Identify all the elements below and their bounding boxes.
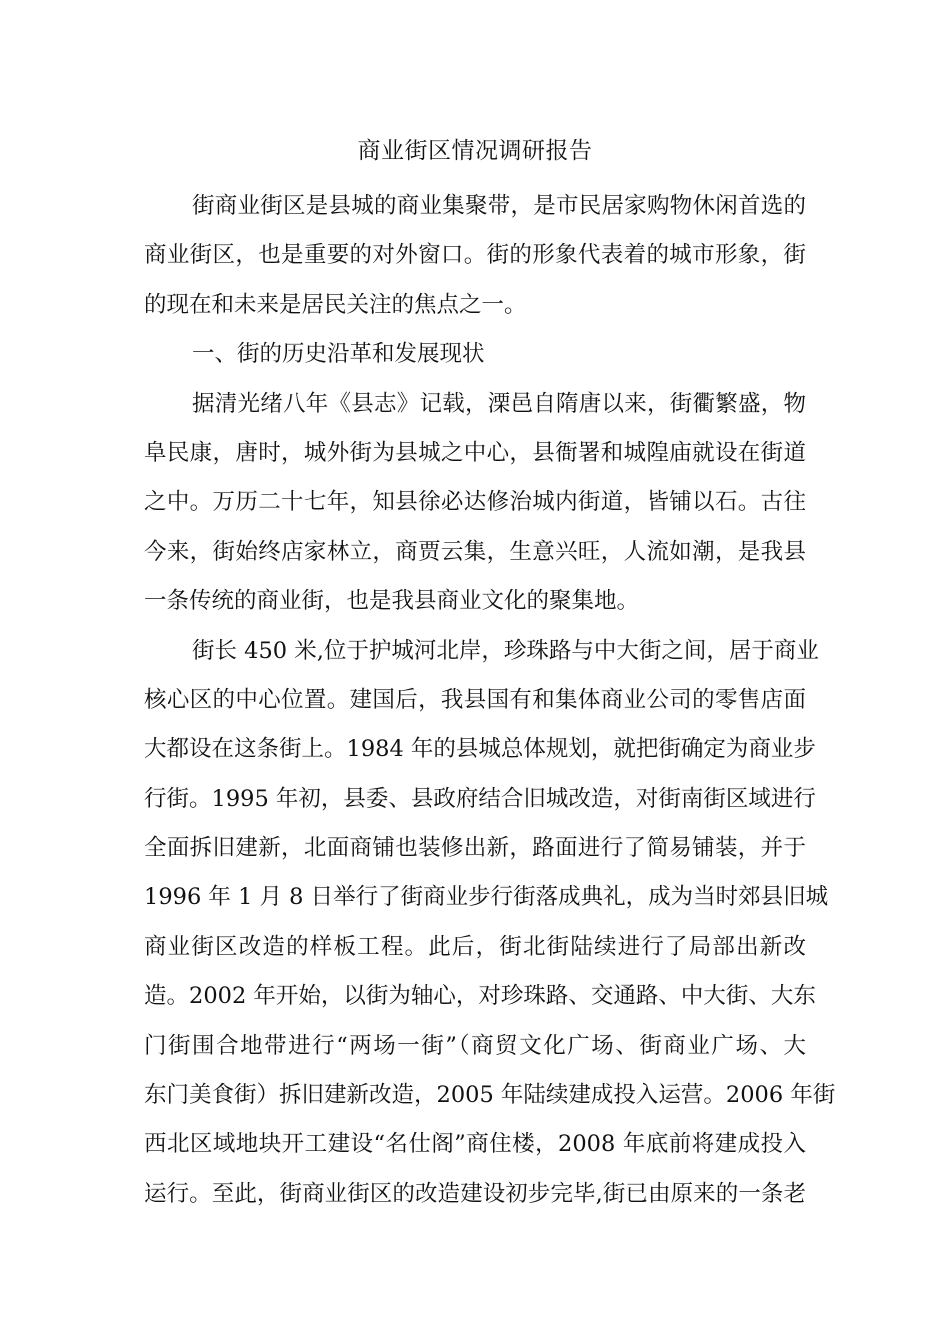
document-title: 商业街区情况调研报告 [357, 138, 593, 164]
section-heading: 一、街的历史沿革和发展现状 [192, 341, 485, 368]
paragraph-line: 运行。至此，街商业街区的改造建设初步完毕,街已由原来的一条老 [144, 1180, 806, 1207]
paragraph-line: 门街围合地带进行“两场一街”（商贸文化广场、街商业广场、大 [144, 1032, 806, 1059]
paragraph-line: 行街。1995 年初，县委、县政府结合旧城改造，对街南街区域进行 [144, 785, 816, 812]
paragraph-line: 造。2002 年开始，以街为轴心，对珍珠路、交通路、中大街、大东 [144, 983, 816, 1010]
document-body [144, 182, 836, 1219]
paragraph-line: 今来，街始终店家林立，商贾云集，生意兴旺，人流如潮，是我县 [144, 538, 806, 565]
paragraph-line: 之中。万历二十七年，知县徐必达修治城内街道，皆铺以石。古往 [144, 489, 806, 516]
paragraph-line: 一条传统的商业街，也是我县商业文化的聚集地。 [144, 588, 640, 615]
paragraph-line: 据清光绪八年《县志》记载，溧邑自隋唐以来，街衢繁盛，物 [192, 390, 806, 417]
paragraph-line: 核心区的中心位置。建国后，我县国有和集体商业公司的零售店面 [144, 686, 806, 713]
paragraph-line: 商业街区改造的样板工程。此后，街北街陆续进行了局部出新改 [144, 933, 806, 960]
paragraph-line: 阜民康，唐时，城外街为县城之中心，县衙署和城隍庙就设在街道 [144, 439, 806, 466]
paragraph-line: 的现在和未来是居民关注的焦点之一。 [144, 291, 527, 318]
paragraph-line: 街商业街区是县城的商业集聚带，是市民居家购物休闲首选的 [192, 193, 806, 219]
paragraph-line: 全面拆旧建新，北面商铺也装修出新，路面进行了简易铺装，并于 [144, 835, 806, 862]
paragraph-line: 街长 450 米,位于护城河北岸，珍珠路与中大街之间，居于商业 [192, 637, 819, 664]
paragraph-line: 西北区域地块开工建设“名仕阁”商住楼，2008 年底前将建成投入 [144, 1131, 806, 1158]
paragraph-line: 1996 年 1 月 8 日举行了街商业步行街落成典礼，成为当时郊县旧城 [144, 884, 829, 911]
paragraph-line: 大都设在这条街上。1984 年的县城总体规划，就把街确定为商业步 [144, 736, 816, 763]
paragraph-line: 东门美食街）拆旧建新改造，2005 年陆续建成投入运营。2006 年街 [144, 1082, 836, 1109]
paragraph-line: 商业街区，也是重要的对外窗口。街的形象代表着的城市形象，街 [144, 242, 806, 269]
